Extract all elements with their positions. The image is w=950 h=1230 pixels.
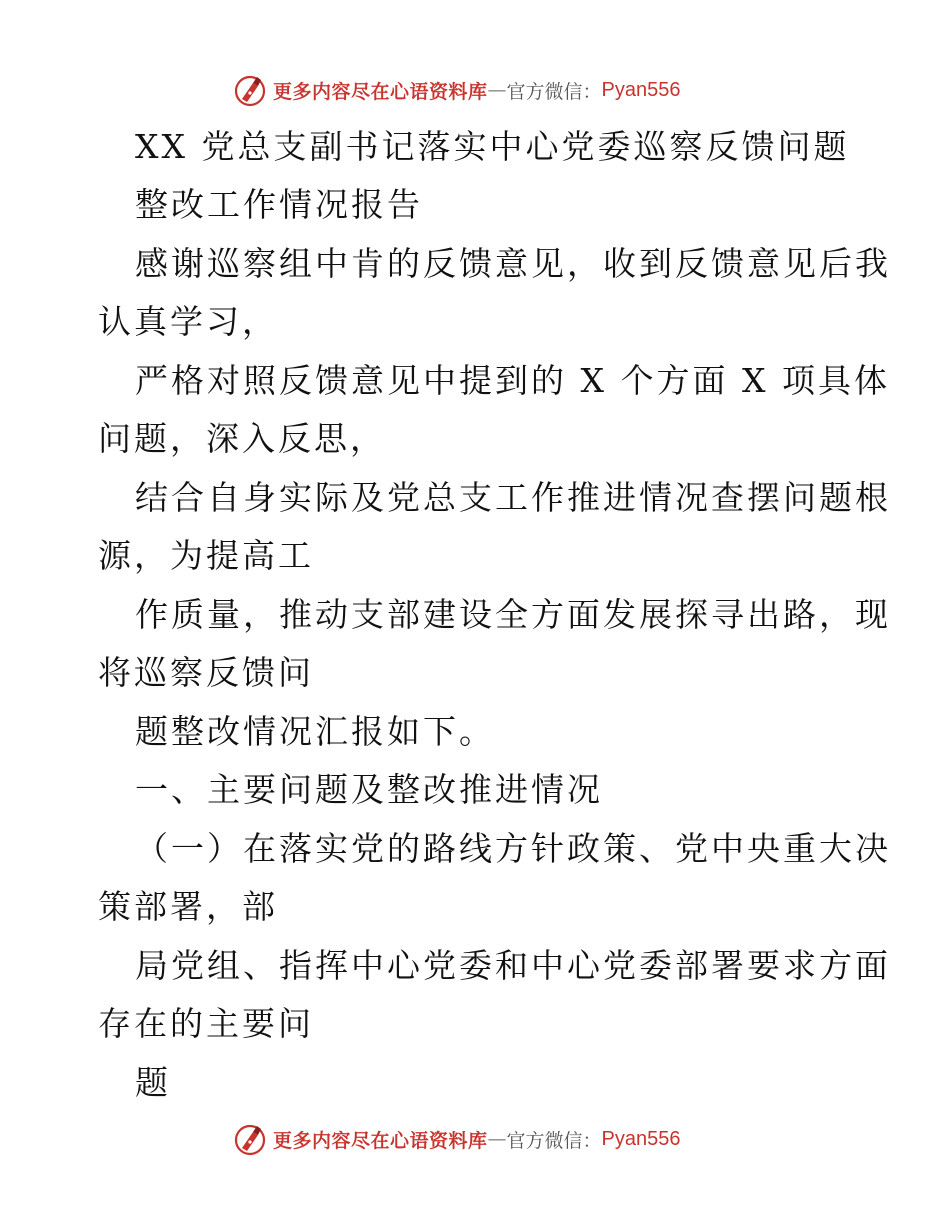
watermark-wechat-label: 官方微信： (506, 80, 602, 103)
paragraph-line: 结合自身实际及党总支工作推进情况查摆问题根 (135, 478, 891, 517)
watermark-wechat-id: Pyan556 (601, 78, 681, 101)
watermark-wechat-id: Pyan556 (601, 1127, 681, 1150)
watermark-dash: — (487, 79, 507, 101)
footer-watermark (233, 1121, 681, 1157)
subsection-heading-line: 局党组、指挥中心党委和中心党委部署要求方面 (135, 946, 891, 985)
subsection-heading-line: 题 (135, 1063, 171, 1102)
watermark-wechat-label: 官方微信： (506, 1129, 602, 1152)
paragraph-line: 问题，深入反思， (98, 419, 386, 458)
subsection-heading-line: 策部署，部 (98, 887, 278, 926)
watermark-dash: — (487, 1128, 507, 1150)
paragraph-line: 严格对照反馈意见中提到的 X 个方面 X 项具体 (135, 361, 890, 400)
document-title-line-2: 整改工作情况报告 (135, 185, 423, 224)
subsection-heading-line: 存在的主要问 (98, 1004, 314, 1043)
paragraph-line: 源，为提高工 (98, 536, 314, 575)
paragraph-line: 题整改情况汇报如下。 (135, 712, 495, 751)
paragraph-line: 作质量，推动支部建设全方面发展探寻出路，现 (135, 595, 891, 634)
paragraph-line: 感谢巡察组中肯的反馈意见，收到反馈意见后我 (135, 244, 891, 283)
document-title-line-1: XX 党总支副书记落实中心党委巡察反馈问题 (135, 127, 850, 166)
paragraph-line: 认真学习， (98, 302, 278, 341)
pen-nib-logo-icon (233, 73, 267, 107)
watermark-text: 更多内容尽在心语资料库 (273, 80, 488, 103)
header-watermark (233, 72, 681, 108)
section-heading: 一、主要问题及整改推进情况 (135, 770, 603, 809)
watermark-text: 更多内容尽在心语资料库 (273, 1129, 488, 1152)
paragraph-line: 将巡察反馈问 (98, 653, 314, 692)
subsection-heading-line: （一）在落实党的路线方针政策、党中央重大决 (135, 829, 891, 868)
pen-nib-logo-icon (233, 1122, 267, 1156)
